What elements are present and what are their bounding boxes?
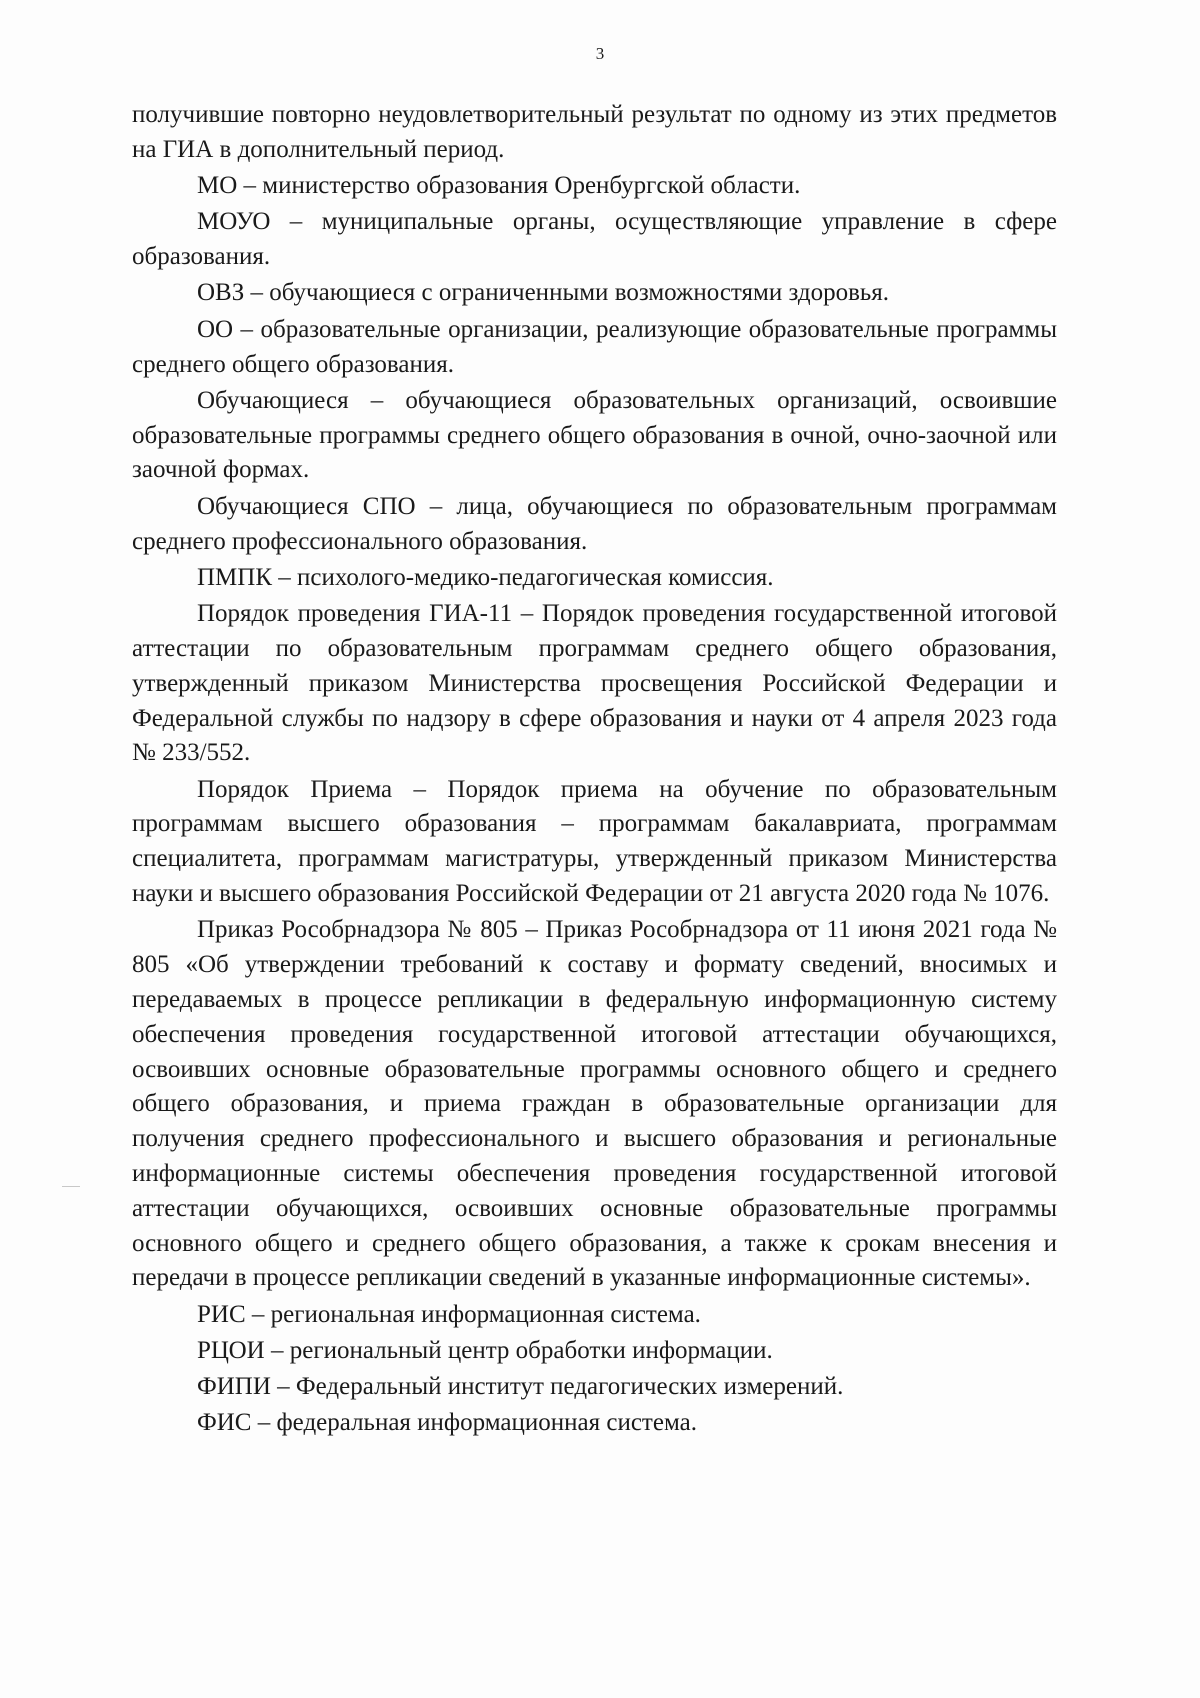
page-number: 3 <box>595 44 605 63</box>
definition-admission-procedure: Порядок Приема – Порядок приема на обучение по образовательным программам высшего образования – программам бакалавриата, программам специалитета, программам магистратуры, утвержденный приказом Министерства науки и высшего образования Российской Федерации от 21 августа 2020 года № 1076. <box>132 775 1057 908</box>
definition-ovz: ОВЗ – обучающиеся с ограниченными возможностями здоровья. <box>197 279 890 307</box>
definition-mouo: МОУО – муниципальные органы, осуществляющие управление в сфере образования. <box>132 208 1057 271</box>
definition-rtsoi: РЦОИ – региональный центр обработки информации. <box>197 1336 773 1364</box>
definition-fis: ФИС – федеральная информационная система. <box>197 1409 697 1437</box>
scan-artifact-mark <box>62 1186 80 1187</box>
paragraph-continuation: получившие повторно неудовлетворительный результат по одному из этих предметов на ГИА в дополнительный период. <box>132 101 1057 163</box>
definition-gia-11-procedure: Порядок проведения ГИА-11 – Порядок проведения государственной итоговой аттестации по образовательным программам среднего общего образования, утвержденный приказом Министерства просвещения Российской Федерации и Федеральной службы по надзору в сфере образования и науки от 4 апреля 2023 года № 233/552. <box>132 600 1057 767</box>
definition-oo: ОО – образовательные организации, реализующие образовательные программы среднего общего образования. <box>132 315 1057 378</box>
document-body <box>132 98 1057 1443</box>
definition-ris: РИС – региональная информационная система. <box>197 1300 701 1328</box>
definition-mo: МО – министерство образования Оренбургской области. <box>197 172 801 200</box>
definition-students-spo: Обучающиеся СПО – лица, обучающиеся по образовательным программам среднего профессионального образования. <box>132 492 1057 555</box>
definition-fipi: ФИПИ – Федеральный институт педагогических измерений. <box>197 1373 844 1401</box>
definition-order-805: Приказ Рособрнадзора № 805 – Приказ Рособрнадзора от 11 июня 2021 года № 805 «Об утверждении требований к составу и формату сведений, вносимых и передаваемых в процессе репликации в федеральную информационную систему обеспечения проведения государственной итоговой аттестации обучающихся, освоивших основные образовательные программы основного общего и среднего общего образования, и приема граждан в образовательные организации для получения среднего профессионального и высшего образования и региональные информационные системы обеспечения проведения государственной итоговой аттестации обучающихся, освоивших основные образовательные программы основного общего и среднего общего образования, а также к срокам внесения и передачи в процессе репликации сведений в указанные информационные системы». <box>132 916 1057 1292</box>
definition-pmpk: ПМПК – психолого-медико-педагогическая комиссия. <box>197 563 774 591</box>
definition-students: Обучающиеся – обучающиеся образовательных организаций, освоившие образовательные программы среднего общего образования в очной, очно-заочной или заочной формах. <box>132 386 1057 484</box>
